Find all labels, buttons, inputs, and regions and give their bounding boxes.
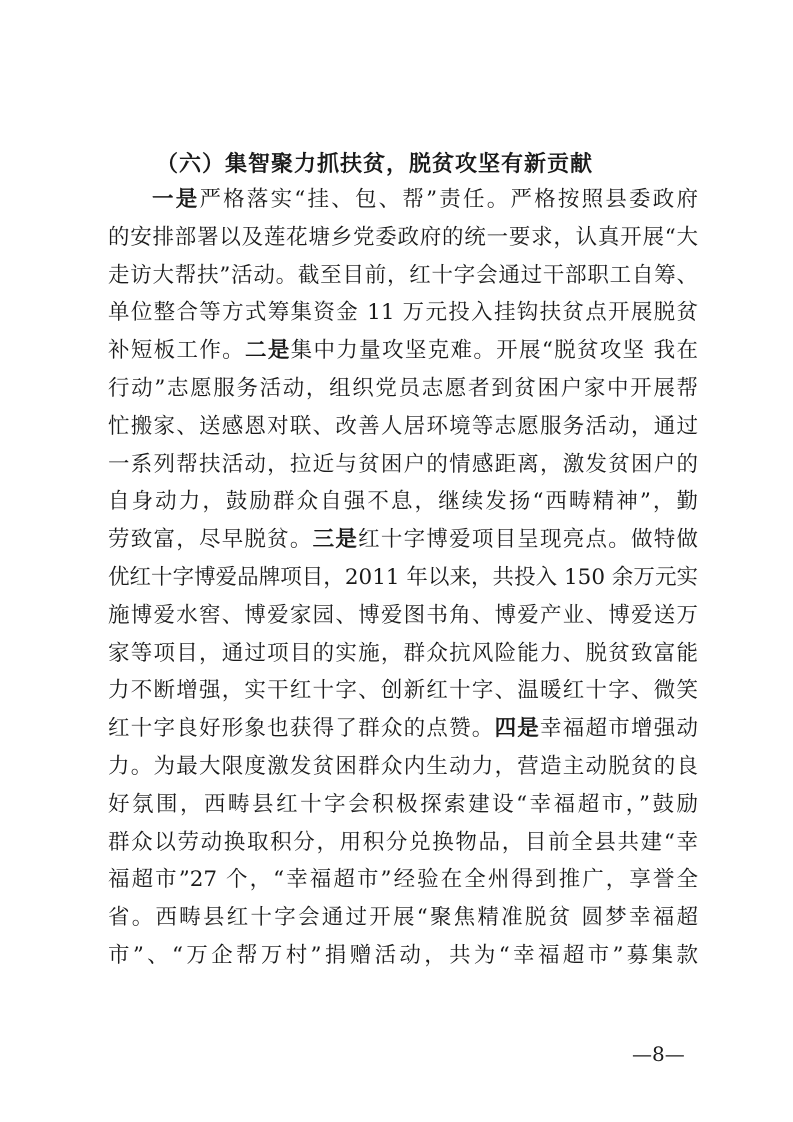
page-number: —8—: [632, 1042, 685, 1066]
text-segment: 施博爱水窖、博爱家园、博爱图书角、博爱产业、博爱送万: [108, 602, 698, 628]
text-line: [108, 446, 698, 484]
text-line: [108, 672, 698, 710]
text-line: [108, 710, 698, 748]
text-line: [108, 899, 698, 937]
text-line: [108, 370, 698, 408]
text-line: [108, 257, 698, 295]
text-line: [108, 597, 698, 635]
text-line: [108, 635, 698, 673]
text-line: [108, 408, 698, 446]
text-segment: 家等项目，通过项目的实施，群众抗风险能力、脱贫致富能: [108, 640, 698, 666]
text-segment: 补短板工作。: [108, 338, 245, 364]
text-segment: 幸福超市增强动: [540, 716, 698, 742]
text-segment: 行动”志愿服务活动，组织党员志愿者到贫困户家中开展帮: [108, 375, 698, 401]
text-line: [108, 521, 698, 559]
text-line: [108, 332, 698, 370]
body-paragraph: [108, 181, 698, 975]
text-line: [108, 181, 698, 219]
text-segment: 优红十字博爱品牌项目，2011 年以来，共投入 150 余万元实: [108, 564, 698, 590]
text-segment: 的安排部署以及莲花塘乡党委政府的统一要求，认真开展“大: [108, 224, 698, 250]
text-segment: 严格落实“挂、包、帮”责任。严格按照县委政府: [199, 187, 698, 212]
text-line: [108, 824, 698, 862]
text-segment: 市”、“万企帮万村”捐赠活动，共为“幸福超市”募集款: [108, 942, 698, 968]
bold-lead-phrase: 一是: [152, 187, 200, 212]
text-segment: 集中力量攻坚克难。开展“脱贫攻坚 我在: [290, 338, 698, 364]
text-line: [108, 559, 698, 597]
text-segment: 走访大帮扶”活动。截至目前，红十字会通过干部职工自筹、: [108, 262, 698, 288]
text-line: [108, 786, 698, 824]
text-segment: 红十字博爱项目呈现亮点。做特做: [358, 527, 698, 553]
text-line: [108, 294, 698, 332]
text-segment: 力。为最大限度激发贫困群众内生动力，营造主动脱贫的良: [108, 753, 698, 779]
text-line: [108, 748, 698, 786]
text-segment: 劳致富，尽早脱贫。: [108, 527, 313, 553]
section-heading: （六）集智聚力抓扶贫，脱贫攻坚有新贡献: [156, 151, 594, 177]
text-segment: 单位整合等方式筹集资金 11 万元投入挂钩扶贫点开展脱贫: [108, 300, 698, 326]
text-segment: 群众以劳动换取积分，用积分兑换物品，目前全县共建“幸: [108, 829, 698, 855]
bold-lead-phrase: 四是: [494, 716, 541, 742]
text-segment: 好氛围，西畴县红十字会积极探索建设“幸福超市，”鼓励: [108, 791, 698, 817]
text-segment: 忙搬家、送感恩对联、改善人居环境等志愿服务活动，通过: [108, 413, 698, 439]
text-segment: 福超市”27 个，“幸福超市”经验在全州得到推广，享誉全: [108, 867, 698, 893]
bold-lead-phrase: 二是: [245, 338, 291, 364]
text-segment: 力不断增强，实干红十字、创新红十字、温暖红十字、微笑: [108, 678, 698, 704]
text-segment: 一系列帮扶活动，拉近与贫困户的情感距离，激发贫困户的: [108, 451, 698, 477]
text-segment: 红十字良好形象也获得了群众的点赞。: [108, 716, 495, 742]
bold-lead-phrase: 三是: [312, 527, 359, 553]
text-line: [108, 219, 698, 257]
text-segment: 自身动力，鼓励群众自强不息，继续发扬“西畴精神”，勤: [108, 489, 698, 515]
text-line: [108, 483, 698, 521]
text-segment: 省。西畴县红十字会通过开展“聚焦精准脱贫 圆梦幸福超: [108, 905, 698, 931]
text-line: [108, 861, 698, 899]
text-line: [108, 937, 698, 975]
